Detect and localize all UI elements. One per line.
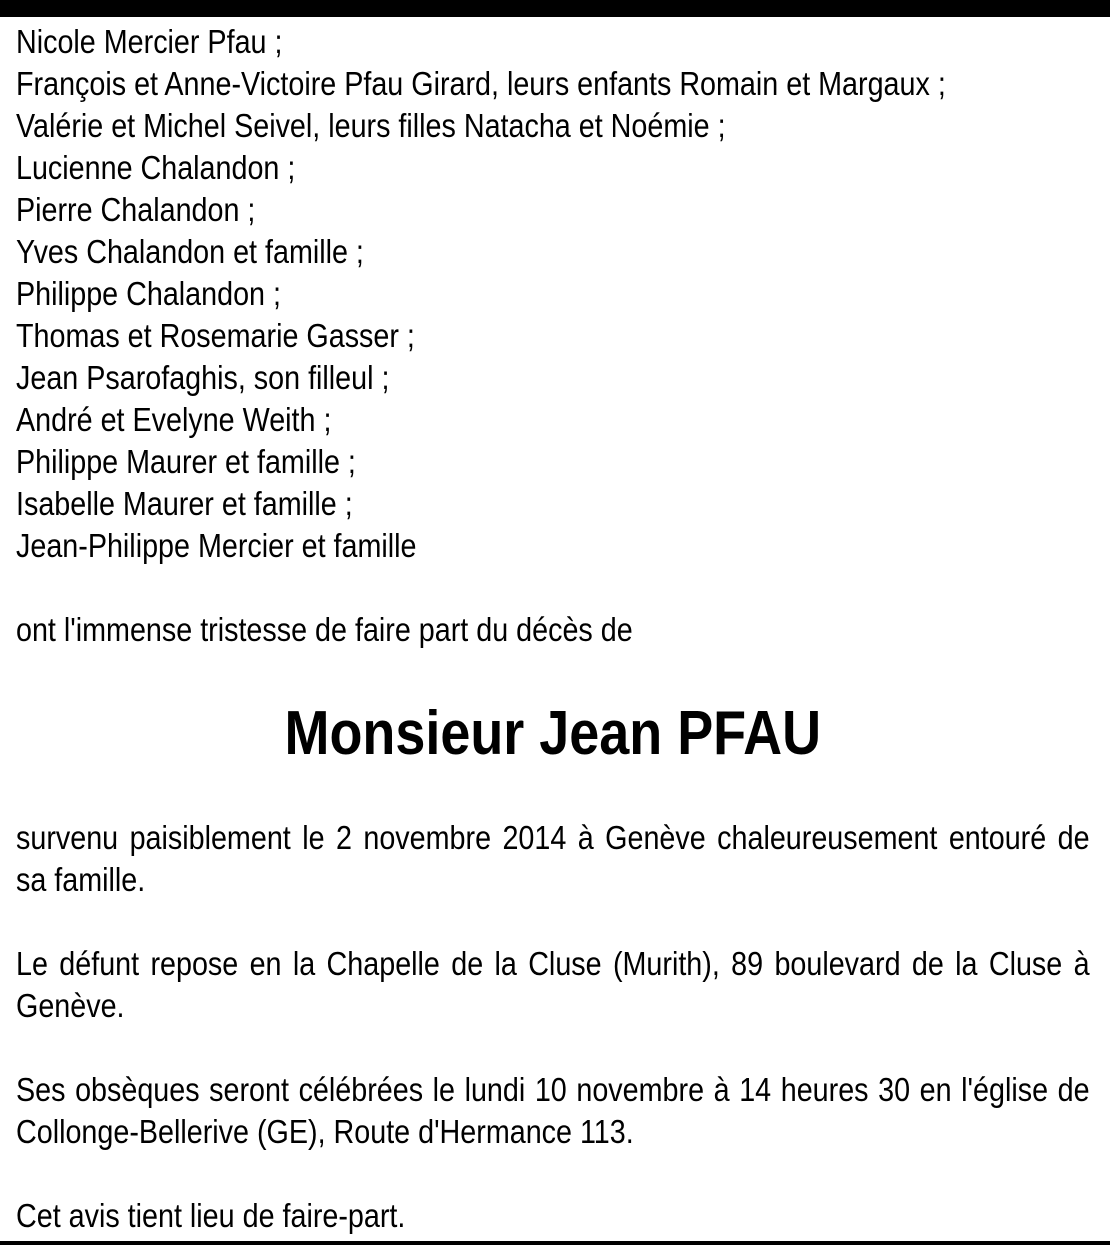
family-line: Nicole Mercier Pfau ; — [16, 23, 283, 60]
family-line: Philippe Maurer et famille ; — [16, 443, 356, 480]
family-line: Jean-Philippe Mercier et famille — [16, 527, 417, 564]
bottom-border — [0, 1241, 1110, 1245]
funeral-details: Ses obsèques seront célébrées le lundi 10 novembre à 14 heures 30 en l'église de Collonge-Bellerive (GE), Route d'Hermance 113. — [16, 1071, 1090, 1150]
family-line: Thomas et Rosemarie Gasser ; — [16, 317, 415, 354]
family-line: André et Evelyne Weith ; — [16, 401, 332, 438]
family-line: Pierre Chalandon ; — [16, 191, 256, 228]
family-list — [16, 21, 1090, 567]
family-line: Lucienne Chalandon ; — [16, 149, 296, 186]
family-line: Jean Psarofaghis, son filleul ; — [16, 359, 390, 396]
deceased-name: Monsieur Jean PFAU — [284, 699, 822, 768]
closing-note: Cet avis tient lieu de faire-part. — [16, 1197, 406, 1234]
family-line: Valérie et Michel Seivel, leurs filles Natacha et Noémie ; — [16, 107, 726, 144]
death-circumstances: survenu paisiblement le 2 novembre 2014 à Genève chaleureusement entouré de sa famille. — [16, 819, 1090, 898]
family-line: Yves Chalandon et famille ; — [16, 233, 364, 270]
resting-place: Le défunt repose en la Chapelle de la Cluse (Murith), 89 boulevard de la Cluse à Genève. — [16, 945, 1090, 1024]
family-line: Isabelle Maurer et famille ; — [16, 485, 353, 522]
family-line: Philippe Chalandon ; — [16, 275, 281, 312]
family-line: François et Anne-Victoire Pfau Girard, leurs enfants Romain et Margaux ; — [16, 65, 946, 102]
obituary-notice — [16, 21, 1090, 1237]
announcement-text: ont l'immense tristesse de faire part du décès de — [16, 611, 633, 648]
top-border — [0, 0, 1110, 17]
